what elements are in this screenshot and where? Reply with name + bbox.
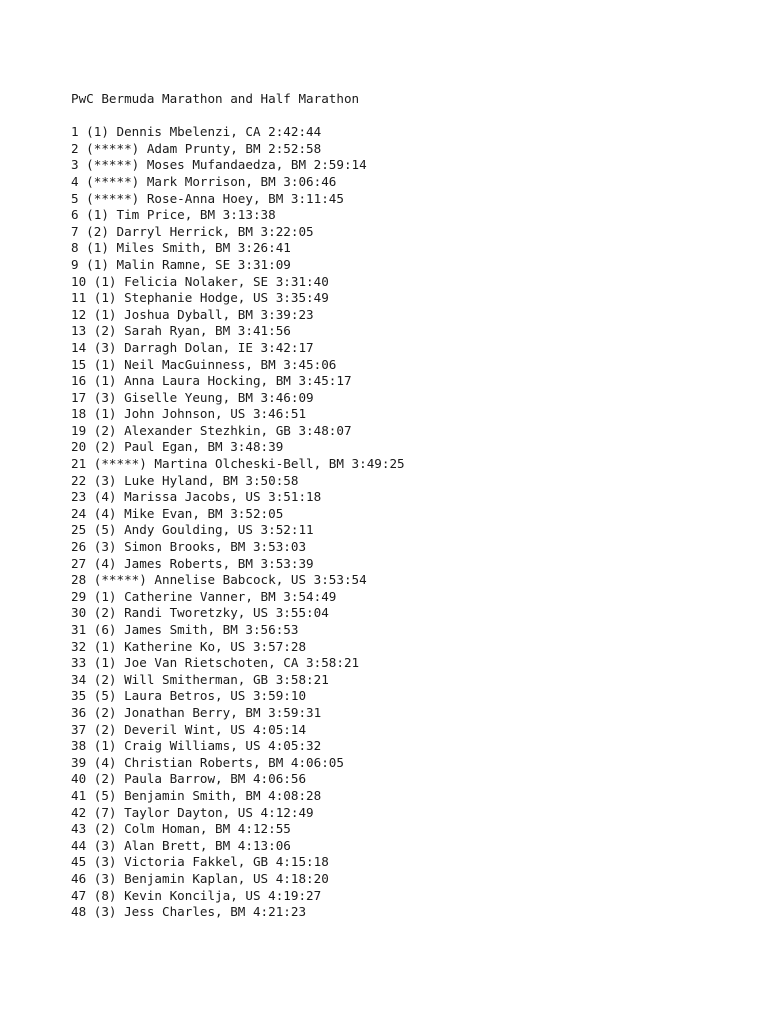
result-row: 14 (3) Darragh Dolan, IE 3:42:17 bbox=[71, 339, 314, 355]
result-row: 13 (2) Sarah Ryan, BM 3:41:56 bbox=[71, 323, 291, 339]
result-row: 43 (2) Colm Homan, BM 4:12:55 bbox=[71, 821, 291, 837]
result-row: 32 (1) Katherine Ko, US 3:57:28 bbox=[71, 638, 307, 654]
result-row: 40 (2) Paula Barrow, BM 4:06:56 bbox=[71, 771, 307, 787]
result-row: 6 (1) Tim Price, BM 3:13:38 bbox=[71, 207, 276, 223]
result-row: 5 (*****) Rose-Anna Hoey, BM 3:11:45 bbox=[71, 190, 344, 206]
result-row: 21 (*****) Martina Olcheski-Bell, BM 3:49:25 bbox=[71, 456, 405, 472]
result-row: 16 (1) Anna Laura Hocking, BM 3:45:17 bbox=[71, 373, 352, 389]
result-row: 9 (1) Malin Ramne, SE 3:31:09 bbox=[71, 256, 291, 272]
result-row: 8 (1) Miles Smith, BM 3:26:41 bbox=[71, 240, 291, 256]
result-row: 30 (2) Randi Tworetzky, US 3:55:04 bbox=[71, 605, 329, 621]
result-row: 15 (1) Neil MacGuinness, BM 3:45:06 bbox=[71, 356, 337, 372]
result-row: 19 (2) Alexander Stezhkin, GB 3:48:07 bbox=[71, 422, 352, 438]
result-row: 41 (5) Benjamin Smith, BM 4:08:28 bbox=[71, 787, 322, 803]
result-row: 18 (1) John Johnson, US 3:46:51 bbox=[71, 406, 307, 422]
result-row: 24 (4) Mike Evan, BM 3:52:05 bbox=[71, 505, 284, 521]
result-row: 29 (1) Catherine Vanner, BM 3:54:49 bbox=[71, 588, 337, 604]
result-row: 22 (3) Luke Hyland, BM 3:50:58 bbox=[71, 472, 299, 488]
result-row: 39 (4) Christian Roberts, BM 4:06:05 bbox=[71, 754, 344, 770]
result-row: 7 (2) Darryl Herrick, BM 3:22:05 bbox=[71, 223, 314, 239]
result-row: 42 (7) Taylor Dayton, US 4:12:49 bbox=[71, 804, 314, 820]
result-row: 26 (3) Simon Brooks, BM 3:53:03 bbox=[71, 539, 307, 555]
document-page bbox=[71, 91, 751, 921]
result-row: 33 (1) Joe Van Rietschoten, CA 3:58:21 bbox=[71, 655, 360, 671]
result-row: 46 (3) Benjamin Kaplan, US 4:18:20 bbox=[71, 870, 329, 886]
result-row: 17 (3) Giselle Yeung, BM 3:46:09 bbox=[71, 389, 314, 405]
result-row: 20 (2) Paul Egan, BM 3:48:39 bbox=[71, 439, 284, 455]
result-row: 38 (1) Craig Williams, US 4:05:32 bbox=[71, 738, 322, 754]
result-row: 3 (*****) Moses Mufandaedza, BM 2:59:14 bbox=[71, 157, 367, 173]
result-row: 27 (4) James Roberts, BM 3:53:39 bbox=[71, 555, 314, 571]
result-row: 47 (8) Kevin Koncilja, US 4:19:27 bbox=[71, 887, 322, 903]
result-row: 11 (1) Stephanie Hodge, US 3:35:49 bbox=[71, 290, 329, 306]
result-row: 28 (*****) Annelise Babcock, US 3:53:54 bbox=[71, 572, 367, 588]
result-row: 10 (1) Felicia Nolaker, SE 3:31:40 bbox=[71, 273, 329, 289]
results-list bbox=[71, 124, 751, 921]
result-row: 45 (3) Victoria Fakkel, GB 4:15:18 bbox=[71, 854, 329, 870]
result-row: 44 (3) Alan Brett, BM 4:13:06 bbox=[71, 837, 291, 853]
result-row: 35 (5) Laura Betros, US 3:59:10 bbox=[71, 688, 307, 704]
result-row: 2 (*****) Adam Prunty, BM 2:52:58 bbox=[71, 140, 322, 156]
result-row: 25 (5) Andy Goulding, US 3:52:11 bbox=[71, 522, 314, 538]
result-row: 12 (1) Joshua Dyball, BM 3:39:23 bbox=[71, 306, 314, 322]
document-title: PwC Bermuda Marathon and Half Marathon bbox=[71, 91, 360, 106]
result-row: 23 (4) Marissa Jacobs, US 3:51:18 bbox=[71, 489, 322, 505]
result-row: 36 (2) Jonathan Berry, BM 3:59:31 bbox=[71, 704, 322, 720]
result-row: 34 (2) Will Smitherman, GB 3:58:21 bbox=[71, 671, 329, 687]
result-row: 37 (2) Deveril Wint, US 4:05:14 bbox=[71, 721, 307, 737]
result-row: 48 (3) Jess Charles, BM 4:21:23 bbox=[71, 904, 307, 920]
result-row: 1 (1) Dennis Mbelenzi, CA 2:42:44 bbox=[71, 124, 322, 140]
result-row: 4 (*****) Mark Morrison, BM 3:06:46 bbox=[71, 173, 337, 189]
result-row: 31 (6) James Smith, BM 3:56:53 bbox=[71, 622, 299, 637]
